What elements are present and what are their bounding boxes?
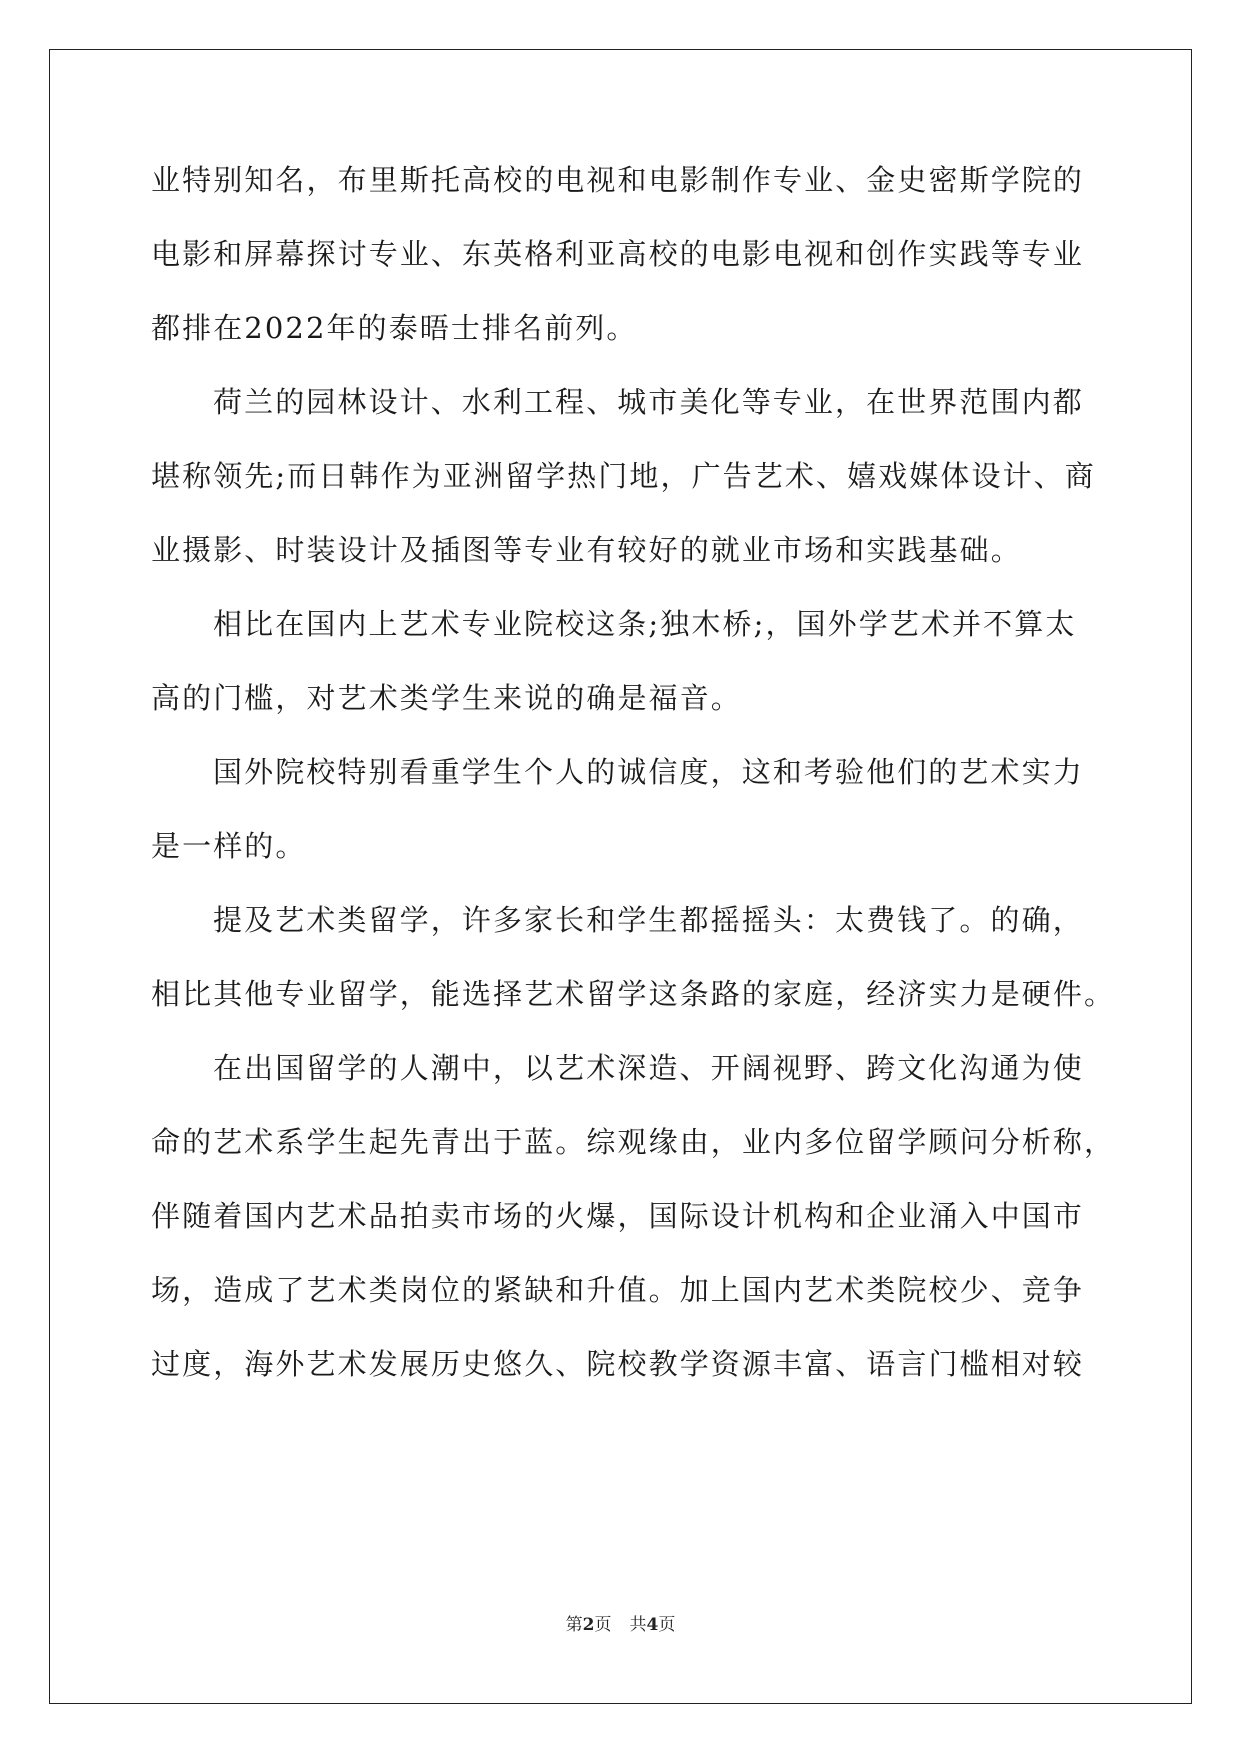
text-line: 命的艺术系学生起先青出于蓝。综观缘由，业内多位留学顾问分析称， — [151, 1125, 1116, 1159]
paragraph-first-line: 国外院校特别看重学生个人的诚信度，这和考验他们的艺术实力 — [213, 755, 1084, 789]
text-line: 电影和屏幕探讨专业、东英格利亚高校的电影电视和创作实践等专业 — [151, 237, 1085, 271]
text-line: 堪称领先;而日韩作为亚洲留学热门地，广告艺术、嬉戏媒体设计、商 — [151, 459, 1096, 493]
text-line: 业特别知名，布里斯托高校的电视和电影制作专业、金史密斯学院的 — [151, 163, 1085, 197]
text-line: 是一样的。 — [151, 829, 307, 863]
paragraph-first-line: 荷兰的园林设计、水利工程、城市美化等专业，在世界范围内都 — [213, 385, 1084, 419]
document-body — [151, 160, 1116, 1418]
page-suffix: 页 — [594, 1615, 612, 1635]
text-line: 业摄影、时装设计及插图等专业有较好的就业市场和实践基础。 — [151, 533, 1022, 567]
text-line: 相比其他专业留学，能选择艺术留学这条路的家庭，经济实力是硬件。 — [151, 977, 1116, 1011]
text-line: 高的门槛，对艺术类学生来说的确是福音。 — [151, 681, 742, 715]
text-line: 过度，海外艺术发展历史悠久、院校教学资源丰富、语言门槛相对较 — [151, 1347, 1085, 1381]
text-line: 场，造成了艺术类岗位的紧缺和升值。加上国内艺术类院校少、竞争 — [151, 1273, 1085, 1307]
total-prefix: 共 — [629, 1615, 647, 1635]
page-prefix: 第 — [565, 1615, 583, 1635]
paragraph-first-line: 相比在国内上艺术专业院校这条;独木桥;，国外学艺术并不算太 — [213, 607, 1077, 641]
paragraph-first-line: 提及艺术类留学，许多家长和学生都摇摇头：太费钱了。的确， — [213, 903, 1084, 937]
text-line: 伴随着国内艺术品拍卖市场的火爆，国际设计机构和企业涌入中国市 — [151, 1199, 1085, 1233]
paragraph-first-line: 在出国留学的人潮中，以艺术深造、开阔视野、跨文化沟通为使 — [213, 1051, 1084, 1085]
total-pages: 4 — [646, 1615, 659, 1635]
page-footer — [0, 1610, 1241, 1635]
page-number: 2 — [582, 1615, 595, 1635]
text-line: 都排在2022年的泰晤士排名前列。 — [151, 311, 638, 345]
total-suffix: 页 — [658, 1615, 676, 1635]
